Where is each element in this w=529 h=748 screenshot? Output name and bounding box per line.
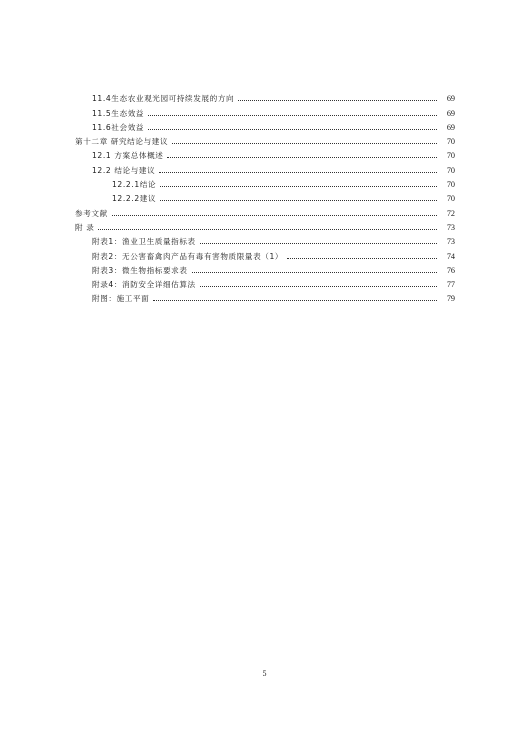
- toc-entry[interactable]: [75, 189, 455, 203]
- toc-entry-page: 69: [446, 94, 455, 104]
- toc-entry-title: 11.6社会效益: [92, 122, 145, 132]
- toc-entry[interactable]: [75, 132, 455, 146]
- toc-entry-page: 69: [446, 108, 455, 118]
- toc-entry[interactable]: [75, 146, 455, 160]
- toc-leader-dots: [160, 199, 437, 201]
- toc-entry[interactable]: [75, 103, 455, 117]
- toc-entry-title: 12.2 结论与建议: [92, 165, 156, 175]
- toc-entry-page: 77: [446, 280, 455, 290]
- toc-entry[interactable]: [75, 232, 455, 246]
- toc-entry-page: 76: [446, 265, 455, 275]
- toc-leader-dots: [160, 185, 437, 187]
- toc-entry-page: 70: [446, 194, 455, 204]
- toc-entry[interactable]: [75, 118, 455, 132]
- toc-entry[interactable]: [75, 89, 455, 103]
- toc-entry-title: 附图：施工平面: [92, 294, 150, 304]
- toc-entry-title: 12.2.1结论: [112, 180, 157, 190]
- toc-entry-title: 12.2.2建议: [112, 194, 157, 204]
- toc-leader-dots: [98, 228, 437, 230]
- toc-entry-title: 参考文献: [75, 208, 108, 218]
- toc-leader-dots: [200, 285, 437, 287]
- toc-entry[interactable]: [75, 275, 455, 289]
- toc-entry-page: 74: [446, 251, 455, 261]
- toc-entry-page: 70: [446, 165, 455, 175]
- toc-leader-dots: [238, 99, 437, 101]
- toc-entry-title: 附表3：微生物指标要求表: [92, 265, 188, 275]
- toc-entry-page: 79: [446, 294, 455, 304]
- table-of-contents: [75, 89, 455, 303]
- toc-entry[interactable]: [75, 289, 455, 303]
- toc-leader-dots: [159, 171, 437, 173]
- toc-entry-page: 69: [446, 122, 455, 132]
- toc-entry[interactable]: [75, 203, 455, 217]
- toc-entry-page: 70: [446, 180, 455, 190]
- toc-entry-title: 11.5生态效益: [92, 108, 145, 118]
- toc-entry-title: 12.1 方案总体概述: [92, 151, 164, 161]
- toc-entry[interactable]: [75, 246, 455, 260]
- toc-entry-title: 第十二章 研究结论与建议: [75, 137, 169, 147]
- toc-entry[interactable]: [75, 218, 455, 232]
- toc-entry[interactable]: [75, 261, 455, 275]
- toc-entry-title: 附表2：无公害畜禽肉产品有毒有害物质限量表（1）: [92, 251, 284, 261]
- page-number: 5: [262, 669, 267, 678]
- toc-entry-page: 70: [446, 151, 455, 161]
- toc-leader-dots: [172, 142, 437, 144]
- toc-leader-dots: [192, 271, 437, 273]
- toc-leader-dots: [287, 257, 437, 259]
- toc-leader-dots: [112, 214, 437, 216]
- toc-entry-page: 73: [446, 237, 455, 247]
- toc-entry[interactable]: [75, 160, 455, 174]
- toc-leader-dots: [148, 114, 437, 116]
- toc-entry-title: 附表1：渔业卫生质量指标表: [92, 237, 196, 247]
- toc-entry-page: 72: [446, 208, 455, 218]
- toc-leader-dots: [148, 128, 437, 130]
- toc-entry-title: 附 录: [75, 222, 95, 232]
- toc-leader-dots: [153, 299, 437, 301]
- toc-entry-page: 73: [446, 222, 455, 232]
- toc-leader-dots: [200, 242, 437, 244]
- toc-entry[interactable]: [75, 175, 455, 189]
- toc-entry-page: 70: [446, 137, 455, 147]
- toc-entry-title: 11.4生态农业观光园可持续发展的方向: [92, 94, 235, 104]
- toc-entry-title: 附录4：消防安全详细估算法: [92, 280, 196, 290]
- toc-leader-dots: [167, 156, 437, 158]
